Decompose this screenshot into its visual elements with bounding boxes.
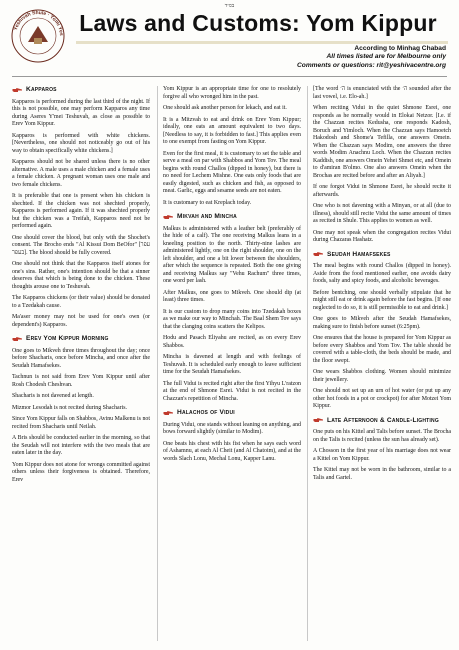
paragraph: One puts on his Kittel and Talis before sunset. The Brocha on the Talis is recited (unless the sun has already set). — [313, 429, 451, 443]
column-divider — [307, 86, 308, 641]
paragraph: The Kapparos chickens (or their value) should be donated to a Tzedakah cause. — [12, 295, 150, 309]
paragraph: Even for the first meal, it is customary to set the table and serve a meal on par with Shabbos and Yom Tov. The meal begins with round Challos (dipped in honey), but there is no need for Lechem Mishne. One eats only foods that are easily digested, such as chicken and fish, as opposed to meat. Garlic, eggs and sesame seeds are not eaten. — [163, 150, 301, 194]
paragraph: Yom Kippur does not atone for wrongs committed against others unless their forgiveness is obtained. Therefore, Erev — [12, 461, 150, 483]
pointing-hand-icon — [163, 214, 174, 220]
section-heading-text: Mikvah and Mincha — [177, 213, 237, 220]
header-divider — [12, 76, 447, 77]
paragraph: One goes to Mikveh three times throughout the day; once before Shacharis, once before Mincha, and once after the Seudah Hamafsekes. — [12, 347, 150, 369]
section-heading-text: Kapparos — [26, 86, 57, 93]
paragraph: It is a Mitzvah to eat and drink on Erev Yom Kippur; ideally, one eats an amount equivalent to two days. [Needless to say, it is forbidden to fast.] This applies even to one exempt from fasting on Yom Kippur. — [163, 116, 301, 145]
header-line-times: All times listed are for Melbourne only — [326, 53, 446, 61]
paragraph: Before bentching, one should verbally stipulate that he might still eat or drink again before the fast begins. [If one neglected to do so, it is still permissible to eat and drink.] — [313, 289, 451, 311]
yeshivah-logo — [10, 8, 66, 64]
paragraph: The Kittel may not be worn in the bathroom, similar to a Talis and Gartel. — [313, 467, 451, 481]
column-2 — [163, 86, 301, 467]
column-1 — [12, 86, 150, 488]
paragraph: It is customary to eat Kreplach today. — [163, 199, 252, 206]
paragraph: Shacharis is not davened at length. — [12, 393, 94, 399]
section-heading — [313, 417, 451, 425]
section-heading-text: Erev Yom Kippur Morning — [26, 335, 109, 342]
paragraph: A Chosson in the first year of his marriage does not wear a Kittel on Yom Kippur. — [313, 448, 451, 462]
section-heading — [313, 251, 451, 259]
paragraph: Kapparos should not be shared unless there is no other alternative. A male uses a male chicken and a female uses a female chicken. A pregnant woman uses one male and two female chickens. — [12, 159, 150, 188]
header-line-minhag: According to Minhag Chabad — [354, 45, 446, 52]
paragraph: One may not speak when the congregation recites Vidui during Chazaras Hashatz. — [313, 229, 451, 243]
page-title: Laws and Customs: Yom Kippur — [79, 10, 437, 36]
paragraph: Hodu and Pasach Eliyahu are recited, as on every Erev Shabbos. — [163, 335, 301, 349]
paragraph: Mincha is davened at length and with feelings of Teshuvah. It is scheduled early enough to leave sufficient time for the Seudah Hamafsekes. — [163, 354, 301, 375]
paragraph: Mizmor Lesodah is not recited during Shacharis. — [12, 404, 128, 411]
paragraph: One should ask another person for lekach, and eat it. — [163, 105, 287, 111]
bsd-mark: בס״ד — [224, 4, 235, 9]
section-heading-text: Late Afternoon & Candle-Lighting — [327, 416, 439, 424]
section-heading — [12, 335, 150, 343]
paragraph: One goes to Mikveh after the Seudah Hamafsekes, making sure to finish before sunset (6:25pm). — [313, 316, 451, 330]
section-heading — [12, 86, 150, 94]
pointing-hand-icon — [12, 336, 23, 342]
section-heading — [163, 409, 301, 417]
column-divider — [157, 86, 158, 641]
paragraph: Malkus is administered with a leather belt (preferably of the hide of a calf). The one receiving Malkus leans in a kneeling position to the north. Thirty-nine lashes are administered lightly, one on the right shoulder, one on the left shoulder, and one a bit lower between the shoulders, after which the sequence is repeated. Both the one giving and receiving Malkus say "Vehu Rachum" three times, one word per lash. — [163, 225, 301, 284]
paragraph: One wears Shabbos clothing. Women should minimize their jewellery. — [313, 369, 451, 383]
pointing-hand-icon — [313, 251, 324, 257]
paragraph: One who is not davening with a Minyan, or at all (due to illness), should still recite Vidui the same amount of times as recited in Shule. This applies to women as well. — [313, 203, 451, 224]
paragraph: Tachnun is not said from Erev Yom Kippur until after Rosh Chodesh Cheshvan. — [12, 374, 150, 388]
paragraph: Yom Kippur is an appropriate time for one to resolutely forgive all who wronged him in the past. — [163, 86, 301, 100]
section-heading-text: Halachos of Vidui — [177, 409, 235, 416]
paragraph: One should cover the blood, but only with the Shochet's consent. The Brocho ends "Al Kissui Dom BeOfor" [עפר בעפר]. The blood should be fully covered. — [12, 234, 150, 256]
svg-text:Yeshivah Shule · Yomi Yeshiva: Yeshivah Shule · Yomi Yes — [12, 9, 65, 36]
title-underline — [76, 41, 448, 44]
paragraph: During Vidui, one stands without leaning on anything, and bows forward slightly (similar to Modim). — [163, 421, 301, 435]
paragraph: One should not think that the Kapparos itself atones for one's sins. Rather, one's intention should be that a sinner deserves that which is being done to the chicken. These thoughts arouse one to Teshuvah. — [12, 261, 150, 290]
column-3 — [313, 86, 451, 486]
paragraph: One should not set up an urn of hot water (or put up any other hot foods in a pot or crockpot) for after Motzei Yom Kippur. — [313, 388, 451, 409]
paragraph: Kapparos is performed with white chickens. [Nevertheless, one should not noticeably go out of his way to obtain specifically white chickens.] — [12, 132, 150, 154]
paragraph: One beats his chest with his fist when he says each word of Ashamnu, at each Al Cheit (and Al Chatoim), and at the words Slach Lonu, Mechal Lonu, Kapper Lanu. — [163, 440, 301, 462]
paragraph: [The word ה׳ is enunciated with the ה׳ sounded after the last vowel, i.e. Elo-ah.] — [313, 86, 451, 100]
paragraph: After Malkus, one goes to Mikveh. One should dip (at least) three times. — [163, 289, 301, 303]
paragraph: When reciting Vidui in the quiet Shmone Esrei, one responds as he normally would in Elokai Netzor. [I.e. if the Chazzan recites Kedusha, one responds Kadosh, Boruch and Yimloch. When the Chazzan says Hamoetch Hakodosh and Shome'a Tefilla, one answers Omein. When the Chazzan says Modim, one answers the three words Modim Anachnu Loch. When the Chazzan recites Kaddish, one answers Omein Yehei Shmei etc, and Omein to d'amiran B'olmo. One also answers Omein when the Brochas are recited before and after an Aliyah.] — [313, 105, 451, 179]
section-heading-text: Seudah Hamafsekes — [327, 250, 391, 258]
pointing-hand-icon — [313, 417, 324, 423]
paragraph: The meal begins with round Challos (dipped in honey). Aside from the food mentioned earlier, one avoids dairy foods, salty and spicy foods, and alcoholic beverages. — [313, 263, 451, 284]
header-line-contact: Comments or questions: rit@yeshivacentre.org — [297, 61, 446, 69]
paragraph: One ensures that the house is prepared for Yom Kippur as before every Shabbos and Yom Tov. The table should be covered with a table-cloth, the beds should be made, and the floor swept. — [313, 335, 451, 364]
paragraph: Ma'aser money may not be used for one's own (or dependent's) Kapparos. — [12, 314, 150, 328]
paragraph: The full Vidui is recited right after the first Yihyu L'ratzon at the end of Shmone Esrei. Vidui is not recited in the Chazzan's repetition of Mincha. — [163, 380, 301, 402]
paragraph: A Bris should be conducted earlier in the morning, so that the Seudah will not interfere with the two meals that are eaten later in the day. — [12, 435, 150, 456]
section-heading — [163, 213, 301, 221]
pointing-hand-icon — [12, 87, 23, 93]
paragraph: If one forgot Vidui in Shmone Esrei, he should recite it afterwards. — [313, 184, 451, 198]
paragraph: It is our custom to drop many coins into Tzedakah boxes as we make our way to Minchah. The Baal Shem Tov says that the clanging coins scatters the Kelipos. — [163, 308, 301, 330]
paragraph: Since Yom Kippur falls on Shabbos, Avinu Malkenu is not recited from Shacharis until Neilah. — [12, 416, 150, 430]
header-info — [297, 45, 446, 70]
paragraph: Kapparos is performed during the last third of the night. If this is not possible, one may perform Kapparos any time during Aseres Y'mei Teshuvah, as close as possible to Erev Yom Kippur. — [12, 98, 150, 127]
pointing-hand-icon — [163, 410, 174, 416]
paragraph: It is preferable that one is present when his chicken is shechted. If the chicken was not shechted properly, Kapparos is performed again. If it was shechted properly but the chicken was a Treifah, Kapparos need not be performed again. — [12, 193, 150, 229]
